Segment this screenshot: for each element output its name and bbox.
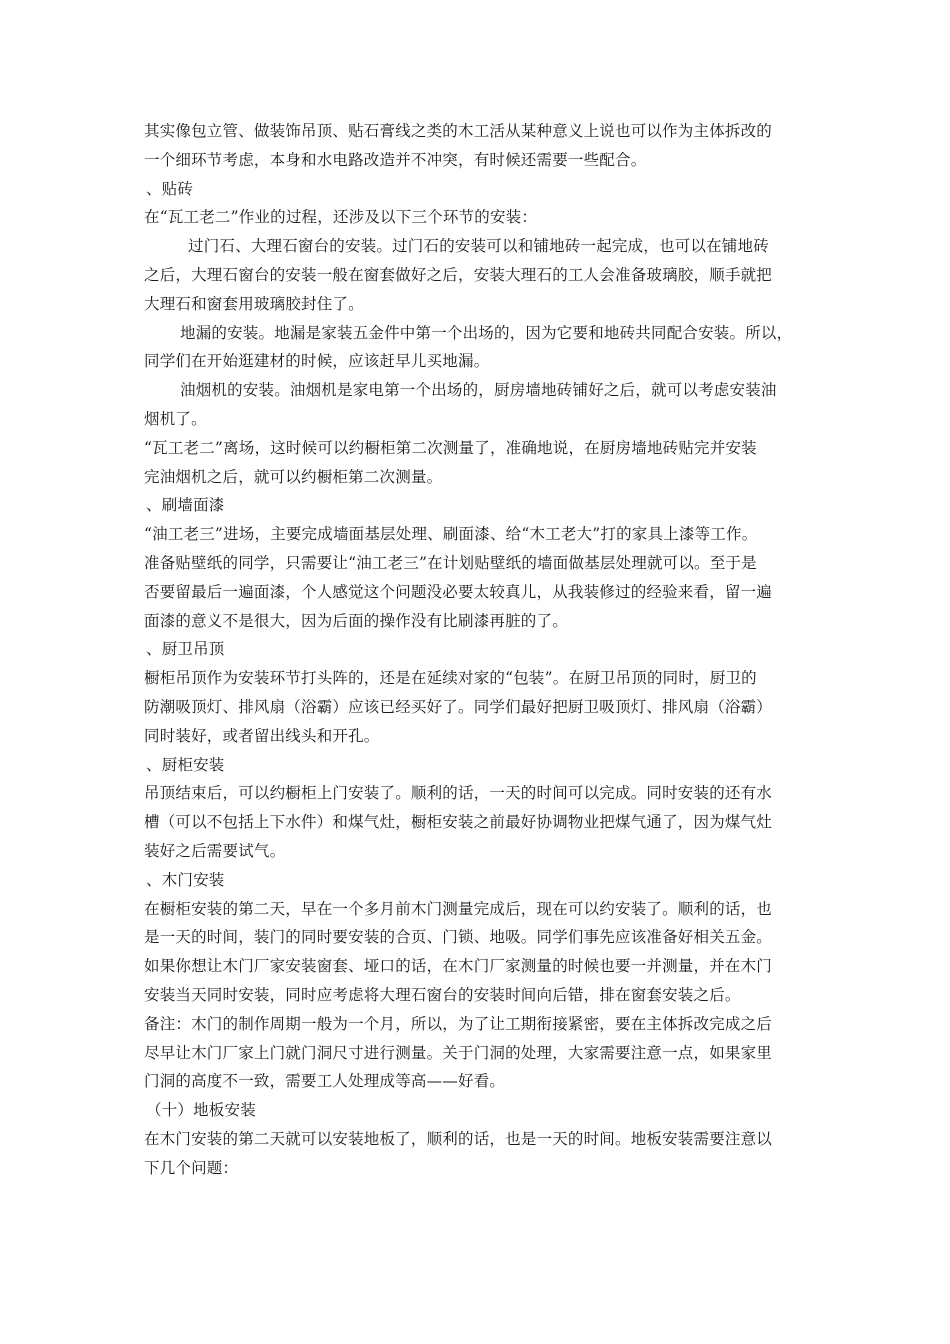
text-line: 其实像包立管、做装饰吊顶、贴石膏线之类的木工活从某种意义上说也可以作为主体拆改的 xyxy=(144,122,773,140)
section-heading: 、厨柜安装 xyxy=(146,755,225,774)
text-line: 完油烟机之后，就可以约橱柜第二次测量。 xyxy=(144,467,443,486)
text-line: 下几个问题： xyxy=(144,1158,239,1177)
section-heading: （十）地板安装 xyxy=(146,1101,256,1120)
text-line: “瓦工老二”离场，这时候可以约橱柜第二次测量了，准确地说，在厨房墙地砖贴完并安装 xyxy=(144,438,757,457)
text-line: 准备贴壁纸的同学，只需要让“油工老三”在计划贴壁纸的墙面做基层处理就可以。至于是 xyxy=(144,553,757,572)
text-line: 在橱柜安装的第二天，早在一个多月前木门测量完成后，现在可以约安装了。顺利的话，也 xyxy=(144,899,773,918)
text-line: 尽早让木门厂家上门就门洞尺寸进行测量。关于门洞的处理，大家需要注意一点，如果家里 xyxy=(144,1043,773,1062)
text-line: 橱柜吊顶作为安装环节打头阵的，还是在延续对家的“包装”。在厨卫吊顶的同时，厨卫的 xyxy=(144,669,757,688)
text-line: 同时装好，或者留出线头和开孔。 xyxy=(144,726,380,745)
text-line: 槽（可以不包括上下水件）和煤气灶，橱柜安装之前最好协调物业把煤气通了，因为煤气灶 xyxy=(144,813,773,832)
document-body xyxy=(144,117,812,1182)
text-line: 之后，大理石窗台的安装一般在窗套做好之后，安装大理石的工人会准备玻璃胶，顺手就把 xyxy=(144,265,773,284)
section-heading: 、贴砖 xyxy=(146,179,194,198)
text-line: 安装当天同时安装，同时应考虑将大理石窗台的安装时间向后错，排在窗套安装之后。 xyxy=(144,985,741,1004)
text-line: 地漏的安装。地漏是家装五金件中第一个出场的，因为它要和地砖共同配合安装。所以， xyxy=(180,323,793,342)
text-line: 面漆的意义不是很大，因为后面的操作没有比刷漆再脏的了。 xyxy=(144,611,568,630)
text-line: 装好之后需要试气。 xyxy=(144,841,286,860)
text-line: 门洞的高度不一致，需要工人处理成等高——好看。 xyxy=(144,1072,506,1091)
text-line: 在“瓦工老二”作业的过程，还涉及以下三个环节的安装： xyxy=(144,208,538,227)
text-line: 是一天的时间，装门的同时要安装的合页、门锁、地吸。同学们事先应该准备好相关五金。 xyxy=(144,928,773,947)
section-heading: 、厨卫吊顶 xyxy=(146,640,225,659)
text-line: 烟机了。 xyxy=(144,409,207,428)
section-heading: 、刷墙面漆 xyxy=(146,496,225,515)
text-line: 防潮吸顶灯、排风扇（浴霸）应该已经买好了。同学们最好把厨卫吸顶灯、排风扇（浴霸） xyxy=(144,697,773,716)
text-line: 吊顶结束后，可以约橱柜上门安装了。顺利的话，一天的时间可以完成。同时安装的还有水 xyxy=(144,784,773,803)
text-line: 过门石、大理石窗台的安装。过门石的安装可以和铺地砖一起完成，也可以在铺地砖 xyxy=(188,237,769,256)
text-line: 同学们在开始逛建材的时候，应该赶早儿买地漏。 xyxy=(144,352,490,371)
text-line: 大理石和窗套用玻璃胶封住了。 xyxy=(144,294,364,313)
text-line: 油烟机的安装。油烟机是家电第一个出场的，厨房墙地砖铺好之后，就可以考虑安装油 xyxy=(180,381,777,400)
text-line: 否要留最后一遍面漆，个人感觉这个问题没必要太较真儿，从我装修过的经验来看，留一遍 xyxy=(144,582,773,601)
text-line: 在木门安装的第二天就可以安装地板了，顺利的话，也是一天的时间。地板安装需要注意以 xyxy=(144,1129,773,1148)
text-line: 备注：木门的制作周期一般为一个月，所以，为了让工期衔接紧密，要在主体拆改完成之后 xyxy=(144,1014,773,1033)
text-line: 如果你想让木门厂家安装窗套、垭口的话，在木门厂家测量的时候也要一并测量，并在木门 xyxy=(144,957,773,976)
text-line: 一个细环节考虑，本身和水电路改造并不冲突，有时候还需要一些配合。 xyxy=(144,150,647,169)
section-heading: 、木门安装 xyxy=(146,870,225,889)
text-line: “油工老三”进场，主要完成墙面基层处理、刷面漆、给“木工老大”打的家具上漆等工作。 xyxy=(144,525,758,544)
